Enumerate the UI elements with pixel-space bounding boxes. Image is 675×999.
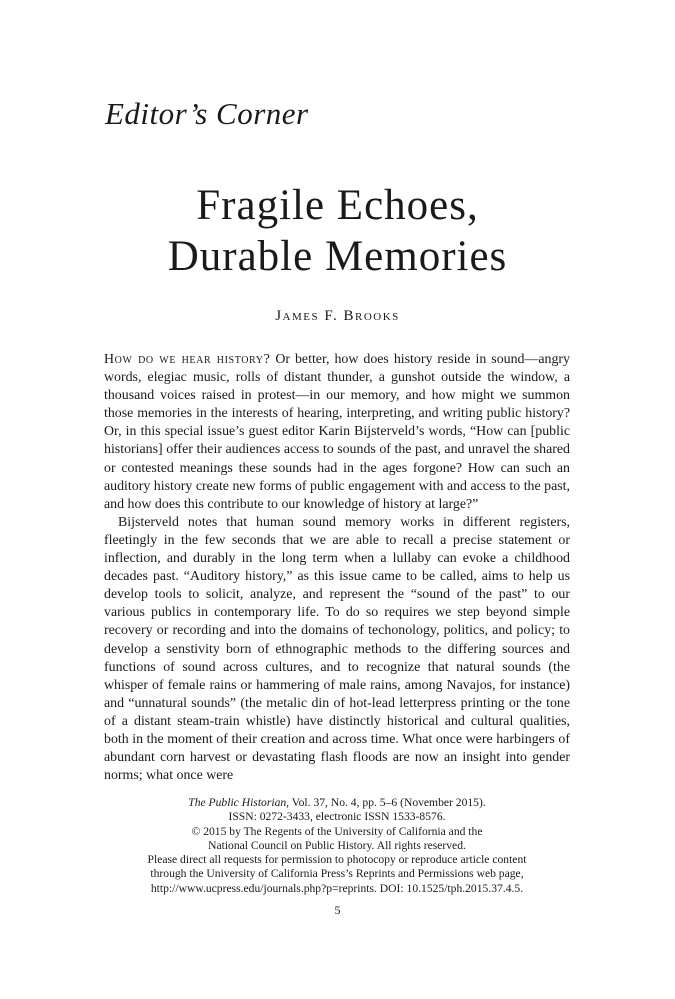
author-name: James F. Brooks xyxy=(275,308,400,324)
title-line-2: Durable Memories xyxy=(167,233,508,280)
council-line: National Council on Public History. All rights reserved. xyxy=(208,838,466,852)
article-title xyxy=(0,180,675,282)
page-number: 5 xyxy=(334,903,341,917)
copyright-line: © 2015 by The Regents of the University of California and the xyxy=(191,824,483,838)
title-line-1: Fragile Echoes, xyxy=(196,182,479,229)
paragraph-2: Bijsterveld notes that human sound memory works in different registers, fleetingly in the few seconds that we are able to recall a precise statement or inflection, and durably in the long term when a lullaby can evoke a childhood decades past. “Auditory history,” as this issue came to be called, aims to help us develop tools to solicit, analyze, and represent the “sound of the past” to our various publics in contemporary life. To do so requires we step beyond simple recovery or recording and into the domains of techonology, politics, and policy; to develop a senstivity born of ethnographic methods to the differing sources and functions of sound across cultures, and to recognize that natural sounds (the whisper of female rains or hammering of male rains, among Navajos, for instance) and “unnatural sounds” (the metalic din of hot-lead letterpress printing or the tone of a distant steam-train whistle) have distinctly historical and cultural qualities, both in the moment of their creation and across time. What once were harbingers of abundant corn harvest or devastating flash floods are now an insight into gender norms; what once were xyxy=(104,514,570,784)
publication-footer xyxy=(104,796,570,896)
permissions-line-2: through the University of California Press’s Reprints and Permissions web page, xyxy=(150,867,524,881)
permissions-line-1: Please direct all requests for permission to photocopy or reproduce article content xyxy=(147,853,527,867)
issn-line: ISSN: 0272-3433, electronic ISSN 1533-8576. xyxy=(228,810,446,824)
section-label: Editor’s Corner xyxy=(105,96,309,131)
paragraph-1-text: Or better, how does history reside in sound—angry words, elegiac music, rolls of distant thunder, a gunshot outside the window, a thousand voices raised in protest—in our memory, and how might we summon those memories in the interests of hearing, interpreting, and writing public history? Or, in this special issue’s guest editor Karin Bijsterveld’s words, “How can [public historians] offer their audiences access to sounds of the past, and unravel the shared or contested meanings these sounds had in the ages forgone? How can such an auditory history create new forms of public engagement with and access to the past, and how does this contribute to our knowledge of history at large?” xyxy=(104,352,570,512)
paragraph-1 xyxy=(104,351,570,514)
citation-text: , Vol. 37, No. 4, pp. 5–6 (November 2015). xyxy=(286,796,486,809)
citation-line xyxy=(104,796,570,810)
permissions-line-3: http://www.ucpress.edu/journals.php?p=reprints. DOI: 10.1525/tph.2015.37.4.5. xyxy=(150,881,524,895)
article-body xyxy=(104,351,570,785)
journal-title: The Public Historian xyxy=(188,796,287,809)
lead-in: How do we hear history? xyxy=(104,352,271,367)
